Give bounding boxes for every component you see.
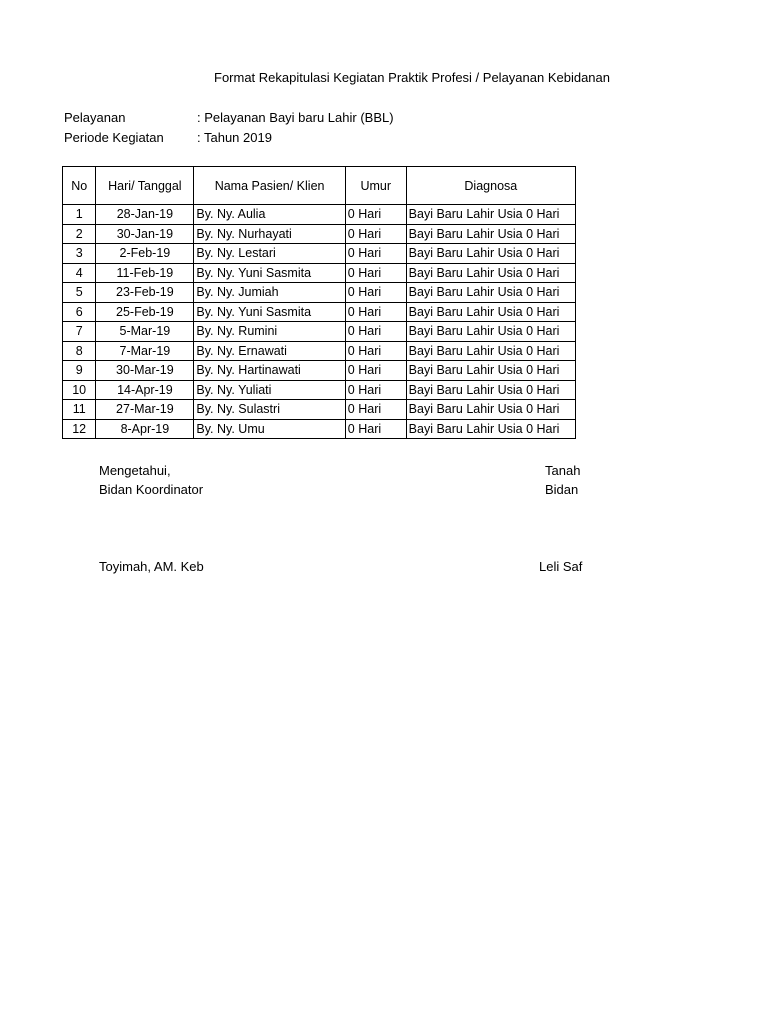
- cell-patient-name: By. Ny. Sulastri: [194, 400, 345, 420]
- cell-diagnosis: Bayi Baru Lahir Usia 0 Hari: [406, 283, 575, 303]
- cell-patient-name: By. Ny. Rumini: [194, 322, 345, 342]
- table-row: [63, 205, 576, 225]
- date-place-label: Tanah: [545, 463, 581, 478]
- cell-patient-name: By. Ny. Hartinawati: [194, 361, 345, 381]
- cell-patient-name: By. Ny. Ernawati: [194, 341, 345, 361]
- service-value: : Pelayanan Bayi baru Lahir (BBL): [197, 110, 394, 125]
- cell-no: 1: [63, 205, 96, 225]
- cell-no: 9: [63, 361, 96, 381]
- cell-patient-name: By. Ny. Umu: [194, 419, 345, 439]
- cell-date: 25-Feb-19: [96, 302, 194, 322]
- period-label: Periode Kegiatan: [64, 130, 164, 145]
- table-row: [63, 380, 576, 400]
- cell-date: 28-Jan-19: [96, 205, 194, 225]
- cell-age: 0 Hari: [345, 400, 406, 420]
- document-title: Format Rekapitulasi Kegiatan Praktik Profesi / Pelayanan Kebidanan: [214, 70, 610, 85]
- header-diagnosis: Diagnosa: [406, 167, 575, 205]
- table-body: [63, 205, 576, 439]
- cell-diagnosis: Bayi Baru Lahir Usia 0 Hari: [406, 419, 575, 439]
- recap-table: [62, 166, 576, 439]
- cell-diagnosis: Bayi Baru Lahir Usia 0 Hari: [406, 400, 575, 420]
- cell-age: 0 Hari: [345, 224, 406, 244]
- table-row: [63, 283, 576, 303]
- table-row: [63, 263, 576, 283]
- cell-age: 0 Hari: [345, 419, 406, 439]
- cell-date: 5-Mar-19: [96, 322, 194, 342]
- coordinator-name: Toyimah, AM. Keb: [99, 559, 204, 574]
- table-row: [63, 400, 576, 420]
- cell-date: 30-Mar-19: [96, 361, 194, 381]
- cell-patient-name: By. Ny. Aulia: [194, 205, 345, 225]
- cell-patient-name: By. Ny. Yuni Sasmita: [194, 263, 345, 283]
- cell-age: 0 Hari: [345, 322, 406, 342]
- service-label: Pelayanan: [64, 110, 126, 125]
- header-date: Hari/ Tanggal: [96, 167, 194, 205]
- table-row: [63, 302, 576, 322]
- cell-date: 8-Apr-19: [96, 419, 194, 439]
- midwife-title: Bidan: [545, 482, 579, 497]
- cell-patient-name: By. Ny. Nurhayati: [194, 224, 345, 244]
- cell-patient-name: By. Ny. Yuni Sasmita: [194, 302, 345, 322]
- cell-date: 23-Feb-19: [96, 283, 194, 303]
- cell-no: 10: [63, 380, 96, 400]
- cell-no: 12: [63, 419, 96, 439]
- cell-diagnosis: Bayi Baru Lahir Usia 0 Hari: [406, 205, 575, 225]
- cell-age: 0 Hari: [345, 263, 406, 283]
- cell-age: 0 Hari: [345, 205, 406, 225]
- cell-diagnosis: Bayi Baru Lahir Usia 0 Hari: [406, 380, 575, 400]
- cell-no: 8: [63, 341, 96, 361]
- cell-diagnosis: Bayi Baru Lahir Usia 0 Hari: [406, 302, 575, 322]
- cell-date: 30-Jan-19: [96, 224, 194, 244]
- cell-diagnosis: Bayi Baru Lahir Usia 0 Hari: [406, 224, 575, 244]
- cell-no: 4: [63, 263, 96, 283]
- cell-no: 11: [63, 400, 96, 420]
- cell-age: 0 Hari: [345, 283, 406, 303]
- cell-diagnosis: Bayi Baru Lahir Usia 0 Hari: [406, 244, 575, 264]
- cell-patient-name: By. Ny. Yuliati: [194, 380, 345, 400]
- cell-no: 5: [63, 283, 96, 303]
- table-row: [63, 244, 576, 264]
- table-row: [63, 341, 576, 361]
- cell-date: 2-Feb-19: [96, 244, 194, 264]
- cell-age: 0 Hari: [345, 244, 406, 264]
- cell-date: 11-Feb-19: [96, 263, 194, 283]
- table-row: [63, 224, 576, 244]
- cell-no: 3: [63, 244, 96, 264]
- cell-diagnosis: Bayi Baru Lahir Usia 0 Hari: [406, 322, 575, 342]
- period-value: : Tahun 2019: [197, 130, 272, 145]
- cell-age: 0 Hari: [345, 361, 406, 381]
- table-header-row: [63, 167, 576, 205]
- header-age: Umur: [345, 167, 406, 205]
- coordinator-title: Bidan Koordinator: [99, 482, 204, 497]
- cell-diagnosis: Bayi Baru Lahir Usia 0 Hari: [406, 263, 575, 283]
- cell-diagnosis: Bayi Baru Lahir Usia 0 Hari: [406, 341, 575, 361]
- cell-no: 6: [63, 302, 96, 322]
- midwife-name: Leli Saf: [539, 559, 583, 574]
- cell-no: 7: [63, 322, 96, 342]
- cell-age: 0 Hari: [345, 341, 406, 361]
- acknowledged-label: Mengetahui,: [99, 463, 171, 478]
- cell-no: 2: [63, 224, 96, 244]
- header-no: No: [63, 167, 96, 205]
- cell-age: 0 Hari: [345, 380, 406, 400]
- table-row: [63, 322, 576, 342]
- table-row: [63, 419, 576, 439]
- cell-date: 14-Apr-19: [96, 380, 194, 400]
- cell-patient-name: By. Ny. Lestari: [194, 244, 345, 264]
- header-patient-name: Nama Pasien/ Klien: [194, 167, 345, 205]
- cell-patient-name: By. Ny. Jumiah: [194, 283, 345, 303]
- cell-date: 7-Mar-19: [96, 341, 194, 361]
- cell-age: 0 Hari: [345, 302, 406, 322]
- table-row: [63, 361, 576, 381]
- cell-date: 27-Mar-19: [96, 400, 194, 420]
- cell-diagnosis: Bayi Baru Lahir Usia 0 Hari: [406, 361, 575, 381]
